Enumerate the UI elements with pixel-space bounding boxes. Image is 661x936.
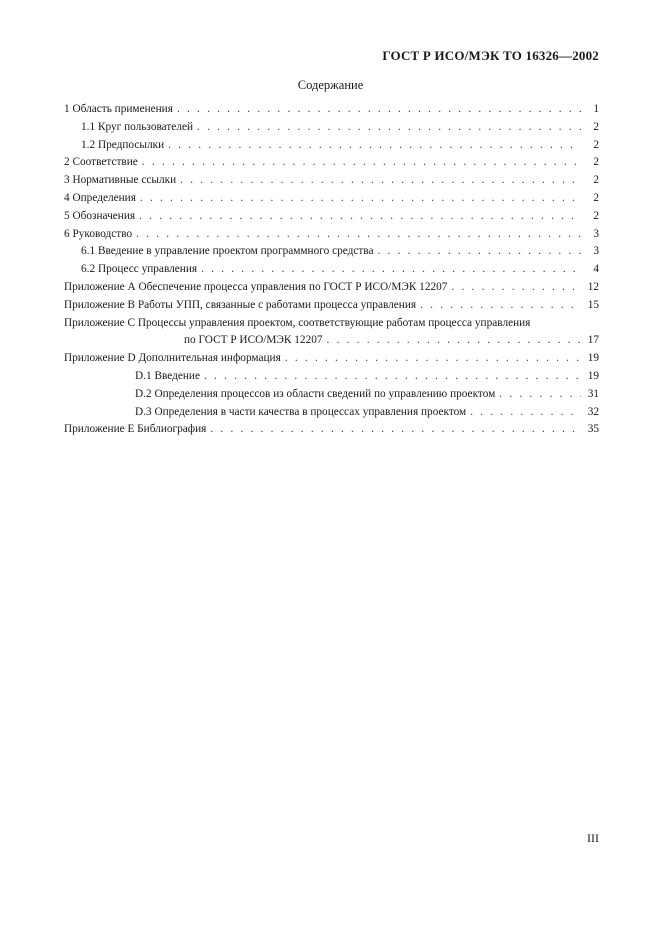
- toc-entry-page: 3: [593, 227, 599, 240]
- table-of-contents: [64, 101, 599, 439]
- toc-entry-page: 32: [587, 405, 599, 418]
- toc-entry-label: 6 Руководство: [64, 227, 133, 240]
- toc-entry-label: 2 Соответствие: [64, 156, 138, 169]
- toc-entry-label: 1 Область применения: [64, 103, 173, 115]
- toc-entry[interactable]: [64, 226, 599, 244]
- toc-entry-page: 2: [593, 138, 599, 151]
- toc-entry-page: 2: [593, 156, 599, 169]
- toc-leader-dots: [327, 332, 581, 350]
- toc-entry-page: 12: [587, 280, 599, 293]
- toc-leader-dots: [378, 243, 582, 261]
- toc-entry[interactable]: [64, 190, 599, 208]
- toc-entry[interactable]: [64, 101, 599, 119]
- toc-entry[interactable]: [64, 404, 599, 422]
- toc-entry-label: D.3 Определения в части качества в процессах управления проектом: [135, 405, 467, 418]
- toc-entry-label: Приложение А Обеспечение процесса управления по ГОСТ Р ИСО/МЭК 12207: [64, 280, 448, 293]
- toc-leader-dots: [470, 404, 581, 422]
- toc-entry-page: 2: [593, 191, 599, 204]
- toc-entry-page: 1: [593, 103, 599, 115]
- toc-entry-page: 31: [587, 387, 599, 400]
- toc-leader-dots: [142, 154, 581, 172]
- toc-entry-label: 5 Обозначения: [64, 209, 136, 222]
- toc-entry[interactable]: [64, 368, 599, 386]
- toc-leader-dots: [140, 190, 581, 208]
- toc-entry-label: D.1 Введение: [135, 369, 200, 382]
- toc-leader-dots: [139, 208, 581, 226]
- toc-entry-label: Приложение Е Библиография: [64, 423, 207, 436]
- toc-leader-dots: [168, 137, 581, 155]
- toc-entry[interactable]: [64, 261, 599, 279]
- toc-entry[interactable]: [64, 243, 599, 261]
- toc-entry-page: 4: [593, 263, 599, 276]
- toc-entry-label: Приложение D Дополнительная информация: [64, 352, 281, 365]
- toc-entry-label: 3 Нормативные ссылки: [64, 174, 177, 187]
- toc-entry-page: 17: [587, 334, 599, 347]
- toc-entry[interactable]: [64, 208, 599, 226]
- toc-entry-label: по ГОСТ Р ИСО/МЭК 12207: [184, 334, 323, 347]
- document-header-title: ГОСТ Р ИСО/МЭК ТО 16326—2002: [382, 48, 599, 63]
- toc-entry-page: 19: [587, 369, 599, 382]
- page-number: III: [587, 831, 599, 845]
- toc-leader-dots: [180, 172, 581, 190]
- toc-leader-dots: [201, 261, 581, 279]
- toc-entry[interactable]: [64, 297, 599, 315]
- toc-entry-page: 19: [587, 352, 599, 365]
- toc-entry[interactable]: [64, 137, 599, 155]
- toc-entry-page: 3: [593, 245, 599, 258]
- toc-entry-label: 1.1 Круг пользователей: [81, 120, 194, 133]
- toc-leader-dots: [136, 226, 581, 244]
- toc-entry-label: 4 Определения: [64, 191, 136, 204]
- toc-leader-dots: [177, 101, 581, 119]
- toc-entry[interactable]: [64, 332, 599, 350]
- toc-entry-label: 6.2 Процесс управления: [81, 263, 198, 276]
- toc-entry-label: Приложение В Работы УПП, связанные с работами процесса управления: [64, 298, 417, 311]
- toc-entry-page: 35: [587, 423, 599, 436]
- toc-entry-page: 15: [587, 298, 599, 311]
- toc-entry-label: 1.2 Предпосылки: [81, 138, 165, 151]
- toc-entry[interactable]: [64, 154, 599, 172]
- toc-entry-label: 6.1 Введение в управление проектом программного средства: [81, 245, 374, 258]
- toc-entry[interactable]: [64, 279, 599, 297]
- toc-entry[interactable]: [64, 421, 599, 439]
- toc-title: Содержание: [297, 78, 364, 92]
- toc-leader-dots: [197, 119, 581, 137]
- toc-leader-dots: [451, 279, 581, 297]
- toc-leader-dots: [499, 386, 581, 404]
- toc-leader-dots: [420, 297, 581, 315]
- toc-leader-dots: [210, 421, 581, 439]
- toc-entry[interactable]: [64, 172, 599, 190]
- toc-entry[interactable]: [64, 350, 599, 368]
- toc-entry-page: 2: [593, 120, 599, 133]
- toc-entry-page: 2: [593, 209, 599, 222]
- toc-entry[interactable]: [64, 119, 599, 137]
- toc-entry[interactable]: [64, 386, 599, 404]
- toc-leader-dots: [285, 350, 581, 368]
- toc-entry-label: D.2 Определения процессов из области сведений по управлению проектом: [135, 387, 496, 400]
- toc-entry-page: 2: [593, 174, 599, 187]
- toc-entry-label-first-line[interactable]: Приложение С Процессы управления проектом, соответствующие работам процесса управления: [64, 316, 531, 329]
- toc-leader-dots: [204, 368, 581, 386]
